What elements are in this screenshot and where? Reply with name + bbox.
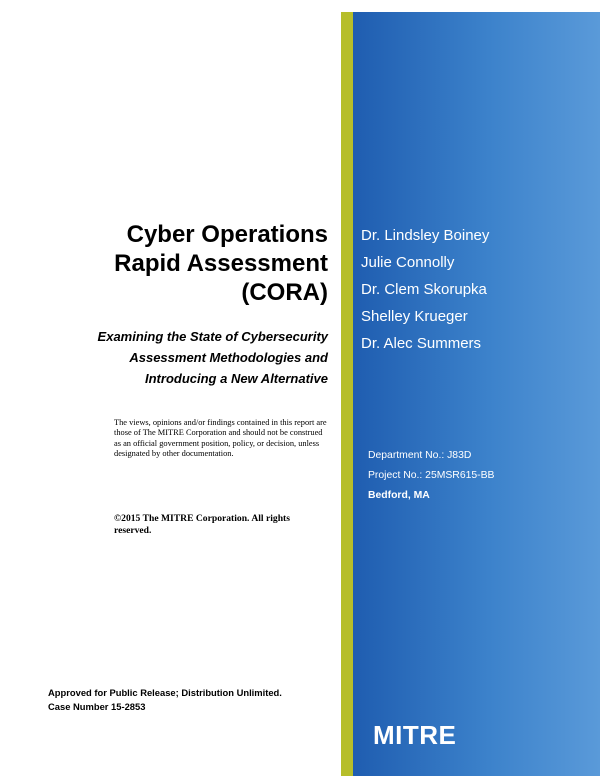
document-subtitle — [28, 326, 328, 389]
release-line-1: Approved for Public Release; Distribution Unlimited. — [48, 687, 282, 698]
document-title — [28, 220, 328, 307]
title-line-3: (CORA) — [241, 279, 328, 306]
author-name: Julie Connolly — [361, 254, 455, 271]
author-name: Shelley Krueger — [361, 308, 468, 325]
project-number: Project No.: 25MSR615-BB — [368, 470, 495, 481]
subtitle-line-3: Introducing a New Alternative — [145, 371, 328, 386]
case-number: Case Number 15-2853 — [48, 701, 146, 712]
author-name: Dr. Alec Summers — [361, 335, 482, 352]
author-list — [361, 222, 591, 357]
location: Bedford, MA — [368, 490, 430, 501]
department-number: Department No.: J83D — [368, 450, 472, 461]
mitre-logo: MITRE — [373, 720, 457, 750]
author-name: Dr. Lindsley Boiney — [361, 227, 490, 244]
author-name: Dr. Clem Skorupka — [361, 281, 487, 298]
disclaimer-text: The views, opinions and/or findings contained in this report are those of The MITRE Corporation and should not be construed as an official government position, policy, or decision, unless designated by other documentation. — [114, 418, 327, 459]
accent-bar — [341, 12, 353, 776]
title-line-2: Rapid Assessment — [114, 250, 328, 277]
department-info — [368, 446, 588, 506]
blue-side-panel — [353, 12, 600, 776]
subtitle-line-2: Assessment Methodologies and — [129, 350, 328, 365]
copyright-notice: ©2015 The MITRE Corporation. All rights reserved. — [114, 513, 290, 536]
title-line-1: Cyber Operations — [126, 221, 328, 248]
subtitle-line-1: Examining the State of Cybersecurity — [97, 329, 328, 344]
release-statement — [48, 686, 338, 714]
